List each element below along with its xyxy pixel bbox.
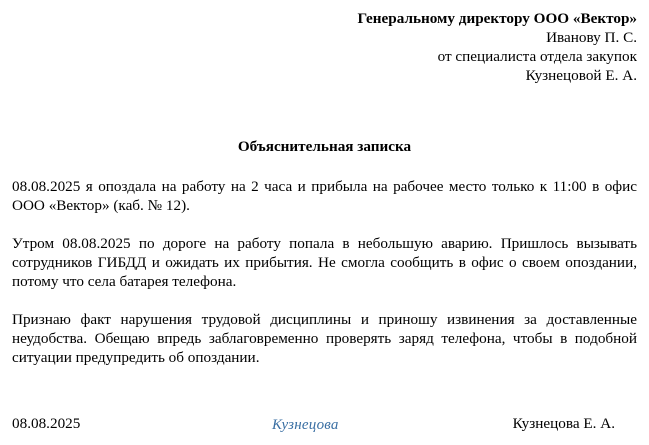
document-body [12, 177, 637, 386]
document-title: Объяснительная записка [237, 138, 412, 155]
paragraph-3: Признаю факт нарушения трудовой дисциплины и приношу извинения за доставленные неудобства. Обещаю впредь заблаговременно проверять заряд телефона, чтобы в подобной ситуации предупредить об опоздании. [12, 311, 637, 366]
signer-name: Кузнецова Е. А. [512, 415, 615, 432]
footer-date: 08.08.2025 [12, 415, 81, 432]
document-header [358, 9, 637, 85]
document-footer [0, 414, 649, 434]
recipient-title: Генеральному директору ООО «Вектор» [357, 10, 637, 27]
handwritten-signature: Кузнецова [272, 417, 339, 433]
paragraph-1: 08.08.2025 я опоздала на работу на 2 часа и прибыла на рабочее место только к 11:00 в офис ООО «Вектор» (каб. № 12). [12, 178, 637, 214]
sender-position: от специалиста отдела закупок [437, 48, 637, 65]
recipient-name: Иванову П. С. [546, 29, 637, 46]
paragraph-2: Утром 08.08.2025 по дороге на работу попала в небольшую аварию. Пришлось вызывать сотрудников ГИБДД и ожидать их прибытия. Не смогла сообщить в офис о своем опоздании, потому что села батарея телефона. [12, 235, 637, 290]
sender-name: Кузнецовой Е. А. [525, 67, 637, 84]
